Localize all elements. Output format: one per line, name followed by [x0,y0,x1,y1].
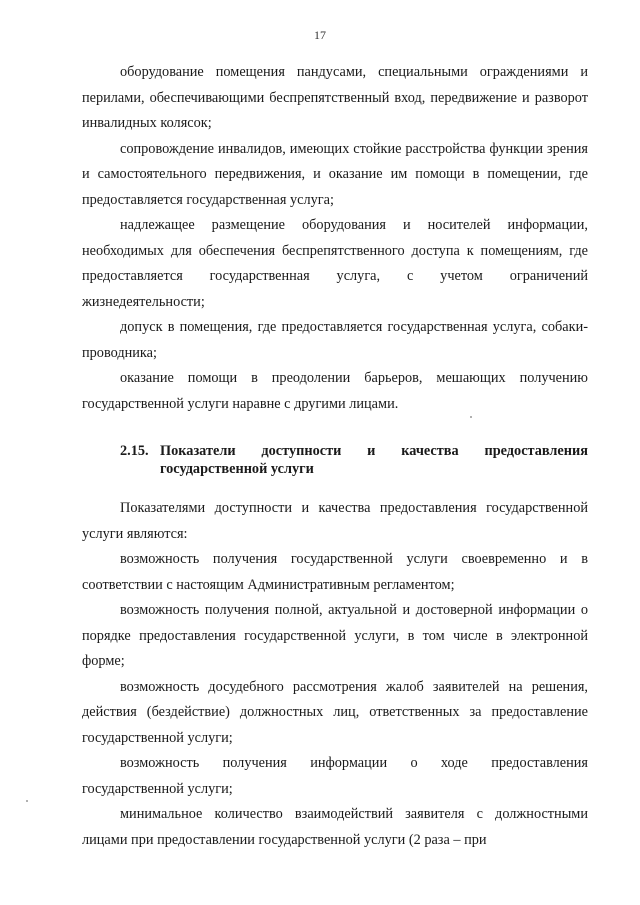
paragraph: возможность досудебного рассмотрения жалоб заявителей на решения, действия (бездействие) должностных лиц, ответственных за предоставление государственной услуги; [82,678,588,746]
section-title [160,442,588,478]
paragraph: минимальное количество взаимодействий заявителя с должностными лицами при предоставлении государственной услуги (2 раза – при [82,806,588,848]
paragraph: возможность получения информации о ходе предоставления государственной услуги; [82,755,588,797]
paragraph: сопровождение инвалидов, имеющих стойкие расстройства функции зрения и самостоятельного передвижения, и оказание им помощи в помещении, где предоставляется государственная услуга; [82,140,588,208]
paragraph: Показателями доступности и качества предоставления государственной услуги являются: [82,500,588,542]
paragraph: оказание помощи в преодолении барьеров, мешающих получению государственной услуги наравне с другими лицами. [82,370,588,412]
page-number: 17 [314,28,326,42]
scan-speck [26,800,28,802]
paragraph: возможность получения полной, актуальной и достоверной информации о порядке предоставления государственной услуги, в том числе в электронной форме; [82,602,588,669]
section-title-line: Показатели доступности и качества предоставления [160,443,588,459]
section-title-line: государственной услуги [160,461,314,477]
document-body [82,60,588,853]
section-heading [82,442,588,478]
paragraph: допуск в помещения, где предоставляется государственная услуга, собаки-проводника; [82,319,588,361]
paragraph: надлежащее размещение оборудования и носителей информации, необходимых для обеспечения беспрепятственного доступа к помещениям, где предоставляется государственная услуга, с учетом ограничений жизнедеятельности; [82,217,588,310]
section-number: 2.15. [120,443,149,459]
scan-speck [470,416,472,418]
paragraph: оборудование помещения пандусами, специальными ограждениями и перилами, обеспечивающими беспрепятственный вход, передвижение и разворот инвалидных колясок; [82,64,588,131]
paragraph: возможность получения государственной услуги своевременно и в соответствии с настоящим Административным регламентом; [82,551,588,593]
